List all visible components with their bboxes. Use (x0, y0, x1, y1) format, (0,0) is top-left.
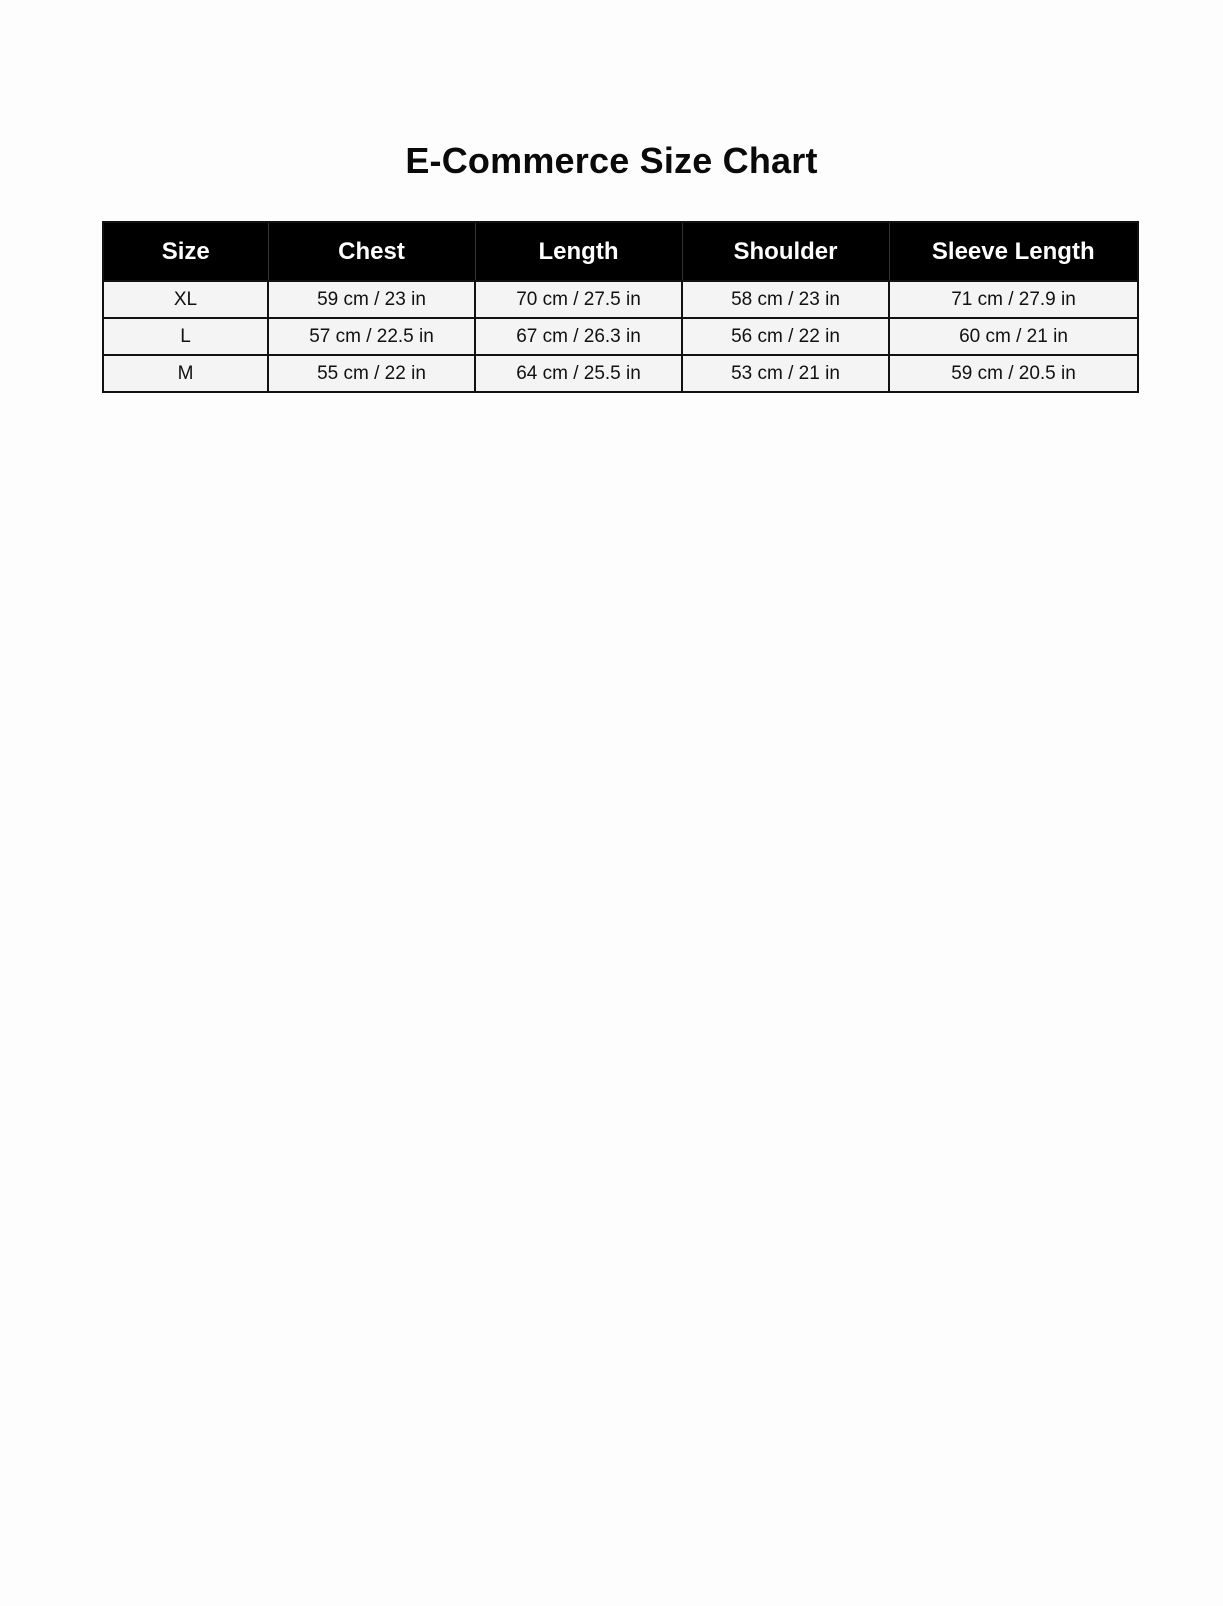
header-sleeve-length: Sleeve Length (889, 222, 1138, 281)
page-title: E-Commerce Size Chart (405, 140, 818, 181)
cell-chest: 57 cm / 22.5 in (268, 318, 475, 355)
size-chart-table (102, 221, 1139, 393)
cell-shoulder: 56 cm / 22 in (682, 318, 889, 355)
cell-size: XL (103, 281, 268, 318)
cell-shoulder: 53 cm / 21 in (682, 355, 889, 392)
cell-size: M (103, 355, 268, 392)
cell-sleeve-length: 71 cm / 27.9 in (889, 281, 1138, 318)
header-shoulder: Shoulder (682, 222, 889, 281)
header-size: Size (103, 222, 268, 281)
table-body (103, 281, 1138, 392)
cell-sleeve-length: 60 cm / 21 in (889, 318, 1138, 355)
header-chest: Chest (268, 222, 475, 281)
table-row (103, 281, 1138, 318)
cell-chest: 59 cm / 23 in (268, 281, 475, 318)
cell-shoulder: 58 cm / 23 in (682, 281, 889, 318)
cell-length: 67 cm / 26.3 in (475, 318, 682, 355)
cell-size: L (103, 318, 268, 355)
cell-length: 70 cm / 27.5 in (475, 281, 682, 318)
cell-length: 64 cm / 25.5 in (475, 355, 682, 392)
table-row (103, 355, 1138, 392)
table-header (103, 222, 1138, 281)
table-row (103, 318, 1138, 355)
header-length: Length (475, 222, 682, 281)
cell-sleeve-length: 59 cm / 20.5 in (889, 355, 1138, 392)
header-row (103, 222, 1138, 281)
cell-chest: 55 cm / 22 in (268, 355, 475, 392)
